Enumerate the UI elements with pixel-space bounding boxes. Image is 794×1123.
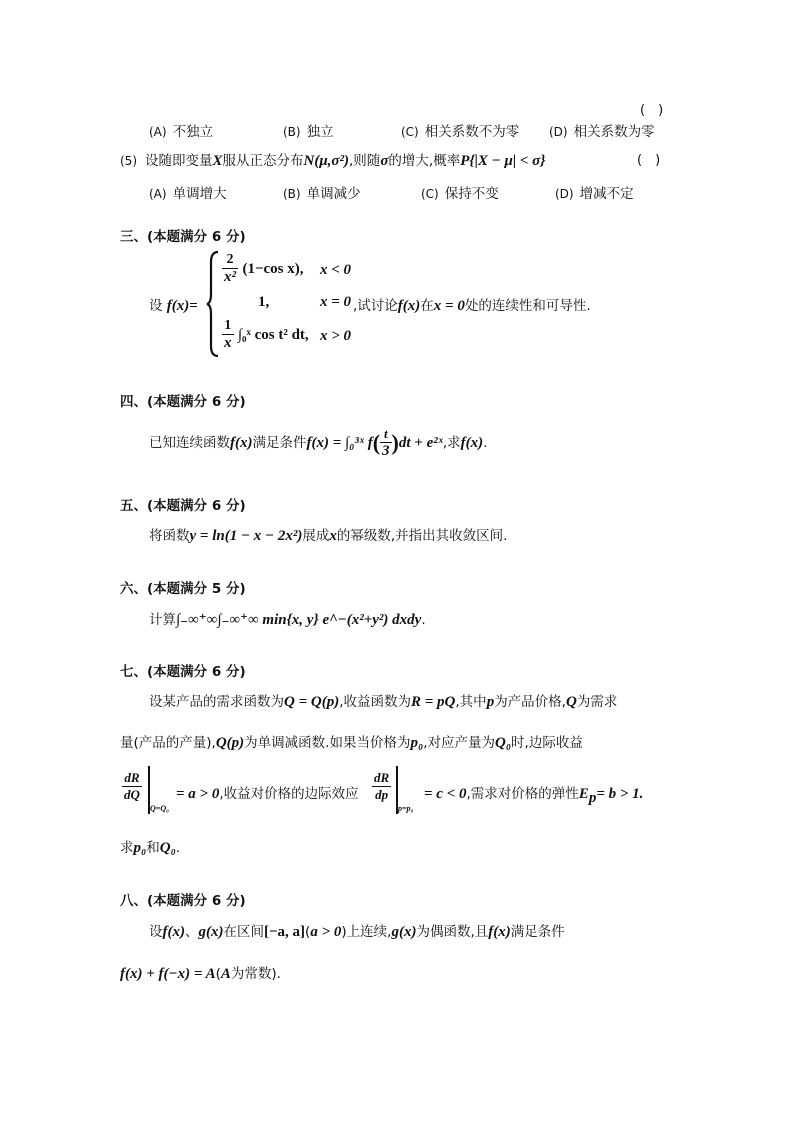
q5-answer-paren: ( ) [637, 153, 661, 168]
s3-tail: ,试讨论f(x)在x = 0处的连续性和可导性. [353, 298, 591, 314]
section-7-heading: 七、(本题满分 6 分) [120, 664, 246, 680]
q4-option-a: (A) 不独立 [149, 124, 214, 140]
s3-lead: 设 f(x)= [149, 298, 198, 314]
q4-option-d: (D) 相关系数为零 [549, 124, 655, 140]
s3-case-1: $\frac{2}{\text{x²}}$ (1−cos x), [224, 252, 304, 285]
section-3-heading: 三、(本题满分 6 分) [120, 229, 246, 245]
s7-eval-sub-2: p=p₀ [398, 804, 414, 813]
section-6-heading: 六、(本题满分 5 分) [120, 581, 246, 597]
s4-body: 已知连续函数f(x)满足条件f(x) = ∫₀³ˣ f( $\frac{t}{3}$ )dt + e²ˣ,求f(x). [149, 426, 488, 459]
q4-option-c: (C) 相关系数不为零 [401, 124, 520, 140]
q4-option-b: (B) 独立 [283, 124, 334, 140]
s3-case-2-cond: x = 0 [320, 294, 352, 310]
s5-body: 将函数y = ln(1 − x − 2x²)展成x的幂级数,并指出其收敛区间. [149, 528, 508, 544]
s3-case-1-cond: x < 0 [320, 262, 352, 278]
s8-line-2: f(x) + f(−x) = A(A为常数). [120, 966, 281, 982]
s8-line-1: 设f(x)、g(x)在区间[−a, a](a > 0)上连续,g(x)为偶函数,且f(x)满足条件 [149, 924, 565, 940]
section-5-heading: 五、(本题满分 6 分) [120, 498, 246, 514]
s6-body: 计算∫₋∞⁺∞∫₋∞⁺∞ min{x, y} e^−(x²+y²) dxdy. [149, 612, 426, 628]
s3-case-3-cond: x > 0 [320, 328, 352, 344]
s3-case-3: $\frac{1}{x}$ ∫₀ˣ cos t² dt, [224, 318, 309, 351]
q5-option-a: (A) 单调增大 [149, 186, 227, 202]
s7-line-3: = a > 0,收益对价格的边际效应 [176, 786, 359, 802]
s7-line-1: 设某产品的需求函数为Q = Q(p),收益函数为R = pQ,其中p为产品价格,Q为需求 [149, 694, 618, 710]
s7-line-2: 量(产品的产量),Q(p)为单调减函数.如果当价格为p₀,对应产量为Q₀时,边际收益 [120, 735, 583, 751]
s7-eval-sub-1: Q=Q₀ [150, 804, 169, 813]
s7-line-4: 求p₀和Q₀. [120, 840, 181, 856]
s3-case-2: 1, [258, 294, 270, 310]
s7-line-3b: = c < 0,需求对价格的弹性$E_p= b > 1$. [424, 786, 644, 806]
section-8-heading: 八、(本题满分 6 分) [120, 893, 246, 909]
q5-stem: (5) 设随即变量X服从正态分布N(μ,σ²),则随σ的增大,概率P{|X − μ| < σ} [120, 153, 546, 169]
q5-option-d: (D) 增减不定 [555, 186, 634, 202]
q4-answer-paren: ( ) [640, 103, 664, 118]
q5-option-c: (C) 保持不变 [421, 186, 499, 202]
q5-option-b: (B) 单调减少 [283, 186, 361, 202]
s7-marginal-effect: $\frac{dR}{dp}$ [374, 770, 390, 802]
section-4-heading: 四、(本题满分 6 分) [120, 394, 246, 410]
s7-marginal-revenue: $\frac{dR}{dQ}$ [124, 770, 140, 802]
s3-piecewise-brace [206, 250, 220, 358]
